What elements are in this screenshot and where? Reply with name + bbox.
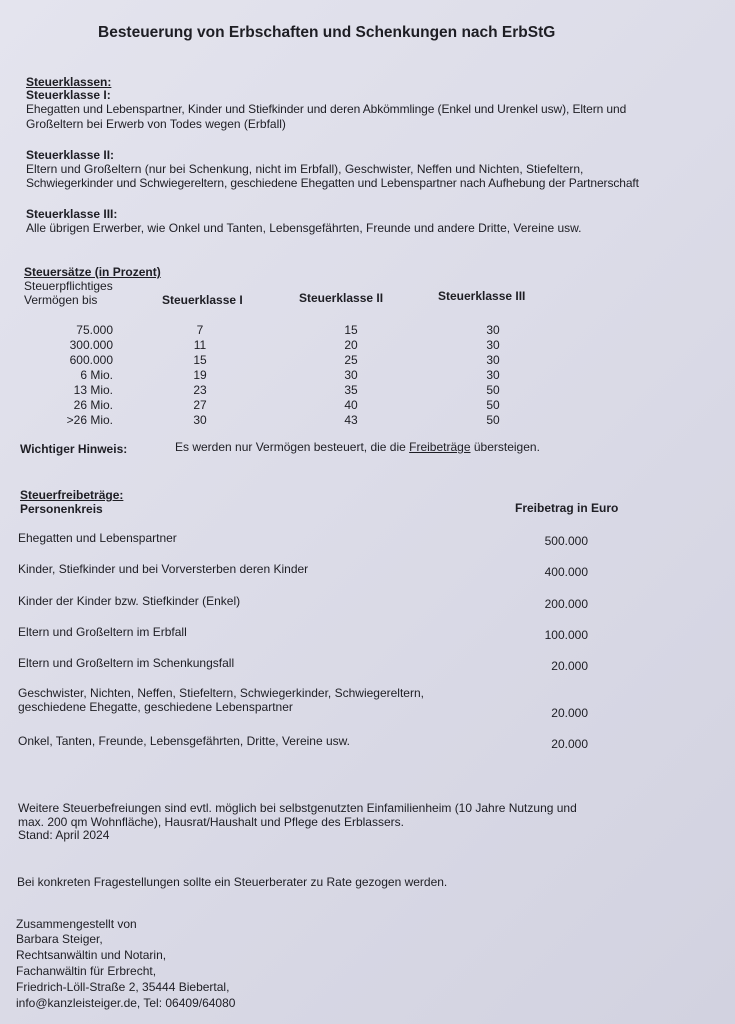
allowance-amount: 200.000 — [544, 597, 588, 611]
author-line-6: info@kanzleisteiger.de, Tel: 06409/64080 — [16, 996, 236, 1010]
allowances-heading: Steuerfreibeträge: — [20, 488, 124, 502]
further-line-2: max. 200 qm Wohnfläche), Hausrat/Haushalt und Pflege des Erblassers. — [18, 815, 404, 829]
rates-cell-amount: 26 Mio. — [73, 398, 113, 412]
notice-text — [175, 440, 540, 454]
author-line-2: Barbara Steiger, — [16, 932, 103, 946]
allowance-row — [18, 531, 618, 548]
tax-class-1-title: Steuerklasse I: — [26, 88, 111, 102]
rates-cell-class1: 7 — [196, 323, 204, 337]
rates-col0-header-line1: Steuerpflichtiges — [24, 279, 113, 293]
rates-cell-amount: 600.000 — [69, 353, 113, 367]
document-title: Besteuerung von Erbschaften und Schenkungen nach ErbStG — [98, 24, 556, 41]
allowance-row — [18, 562, 618, 579]
rates-cell-amount: >26 Mio. — [66, 413, 113, 427]
rates-cell-class3: 50 — [486, 398, 500, 412]
rates-col0-header-line2: Vermögen bis — [24, 293, 98, 307]
rates-cell-class2: 25 — [344, 353, 358, 367]
rates-cell-class1: 27 — [193, 398, 207, 412]
allowance-person: Onkel, Tanten, Freunde, Lebensgefährten, Dritte, Vereine usw. — [18, 734, 350, 748]
rates-cell-class2: 15 — [344, 323, 358, 337]
further-line-3: Stand: April 2024 — [18, 828, 110, 842]
allowances-col-person: Personenkreis — [20, 502, 103, 516]
tax-class-3-title: Steuerklasse III: — [26, 207, 118, 221]
rates-cell-class1: 19 — [193, 368, 207, 382]
further-line-1: Weitere Steuerbefreiungen sind evtl. möglich bei selbstgenutzten Einfamilienheim (10 Jahre Nutzung und — [18, 801, 577, 815]
notice-text-after: übersteigen. — [470, 440, 540, 454]
tax-rates-heading: Steuersätze (in Prozent) — [24, 265, 161, 279]
rates-cell-class2: 20 — [344, 338, 358, 352]
allowance-row — [18, 656, 618, 673]
tax-class-1-line-2: Großeltern bei Erwerb von Todes wegen (Erbfall) — [26, 117, 286, 131]
rates-col2-header: Steuerklasse II — [299, 291, 384, 305]
allowance-row — [18, 625, 618, 642]
allowance-row — [18, 686, 618, 720]
allowance-row — [18, 594, 618, 611]
rates-cell-class2: 35 — [344, 383, 358, 397]
rates-col3-header: Steuerklasse III — [438, 289, 526, 303]
rates-cell-class3: 30 — [486, 368, 500, 382]
author-line-1: Zusammengestellt von — [16, 917, 137, 931]
rates-cell-class3: 30 — [486, 323, 500, 337]
tax-class-1-line-1: Ehegatten und Lebenspartner, Kinder und Stiefkinder und deren Abkömmlinge (Enkel und Urenkel usw), Eltern und — [26, 102, 627, 116]
rates-cell-class1: 11 — [193, 338, 207, 352]
tax-classes-heading: Steuerklassen: — [26, 75, 112, 89]
rates-cell-class3: 50 — [486, 383, 500, 397]
rates-cell-amount: 6 Mio. — [80, 368, 113, 382]
allowance-amount: 500.000 — [544, 534, 588, 548]
rates-cell-class1: 23 — [193, 383, 207, 397]
rates-col1-header: Steuerklasse I — [162, 293, 243, 307]
author-line-4: Fachanwältin für Erbrecht, — [16, 964, 157, 978]
allowance-amount: 20.000 — [551, 659, 588, 673]
allowance-person: Kinder, Stiefkinder und bei Vorversterben deren Kinder — [18, 562, 309, 576]
rates-cell-amount: 75.000 — [76, 323, 113, 337]
advice-text: Bei konkreten Fragestellungen sollte ein Steuerberater zu Rate gezogen werden. — [17, 875, 448, 889]
tax-class-2-line-1: Eltern und Großeltern (nur bei Schenkung, nicht im Erbfall), Geschwister, Neffen und Nichten, Stiefeltern, — [26, 162, 584, 176]
rates-cell-amount: 300.000 — [69, 338, 113, 352]
rates-cell-class1: 30 — [193, 413, 207, 427]
allowances-col-amount: Freibetrag in Euro — [515, 501, 619, 515]
allowance-person: Ehegatten und Lebenspartner — [18, 531, 177, 545]
notice-label: Wichtiger Hinweis: — [20, 442, 128, 456]
allowance-person-line-2: geschiedene Ehegatte, geschiedene Lebenspartner — [18, 700, 293, 714]
allowance-person: Kinder der Kinder bzw. Stiefkinder (Enkel) — [18, 594, 241, 608]
allowance-person: Geschwister, Nichten, Neffen, Stiefeltern, Schwiegerkinder, Schwiegereltern, — [18, 686, 424, 700]
allowance-person: Eltern und Großeltern im Erbfall — [18, 625, 187, 639]
allowance-row — [18, 734, 618, 751]
tax-class-2-title: Steuerklasse II: — [26, 148, 115, 162]
allowance-amount: 400.000 — [544, 565, 588, 579]
rates-cell-class2: 43 — [344, 413, 358, 427]
rates-cell-class1: 15 — [193, 353, 207, 367]
notice-text-before: Es werden nur Vermögen besteuert, die die — [175, 440, 410, 454]
rates-cell-class3: 50 — [486, 413, 500, 427]
rates-cell-class2: 40 — [344, 398, 358, 412]
rates-cell-class2: 30 — [344, 368, 358, 382]
rates-cell-class3: 30 — [486, 338, 500, 352]
rates-cell-class3: 30 — [486, 353, 500, 367]
author-line-5: Friedrich-Löll-Straße 2, 35444 Biebertal, — [16, 980, 230, 994]
allowances-link[interactable]: Freibeträge — [409, 440, 471, 454]
allowance-amount: 20.000 — [551, 737, 588, 751]
allowance-amount: 100.000 — [544, 628, 588, 642]
rates-cell-amount: 13 Mio. — [73, 383, 113, 397]
tax-class-3-line-1: Alle übrigen Erwerber, wie Onkel und Tanten, Lebensgefährten, Freunde und andere Dritte, Vereine usw. — [26, 221, 582, 235]
allowance-person: Eltern und Großeltern im Schenkungsfall — [18, 656, 235, 670]
author-line-3: Rechtsanwältin und Notarin, — [16, 948, 167, 962]
allowance-amount: 20.000 — [551, 706, 588, 720]
tax-class-2-line-2: Schwiegerkinder und Schwiegereltern, geschiedene Ehegatten und Lebenspartner nach Aufhebung der Partnerschaft — [26, 176, 639, 190]
